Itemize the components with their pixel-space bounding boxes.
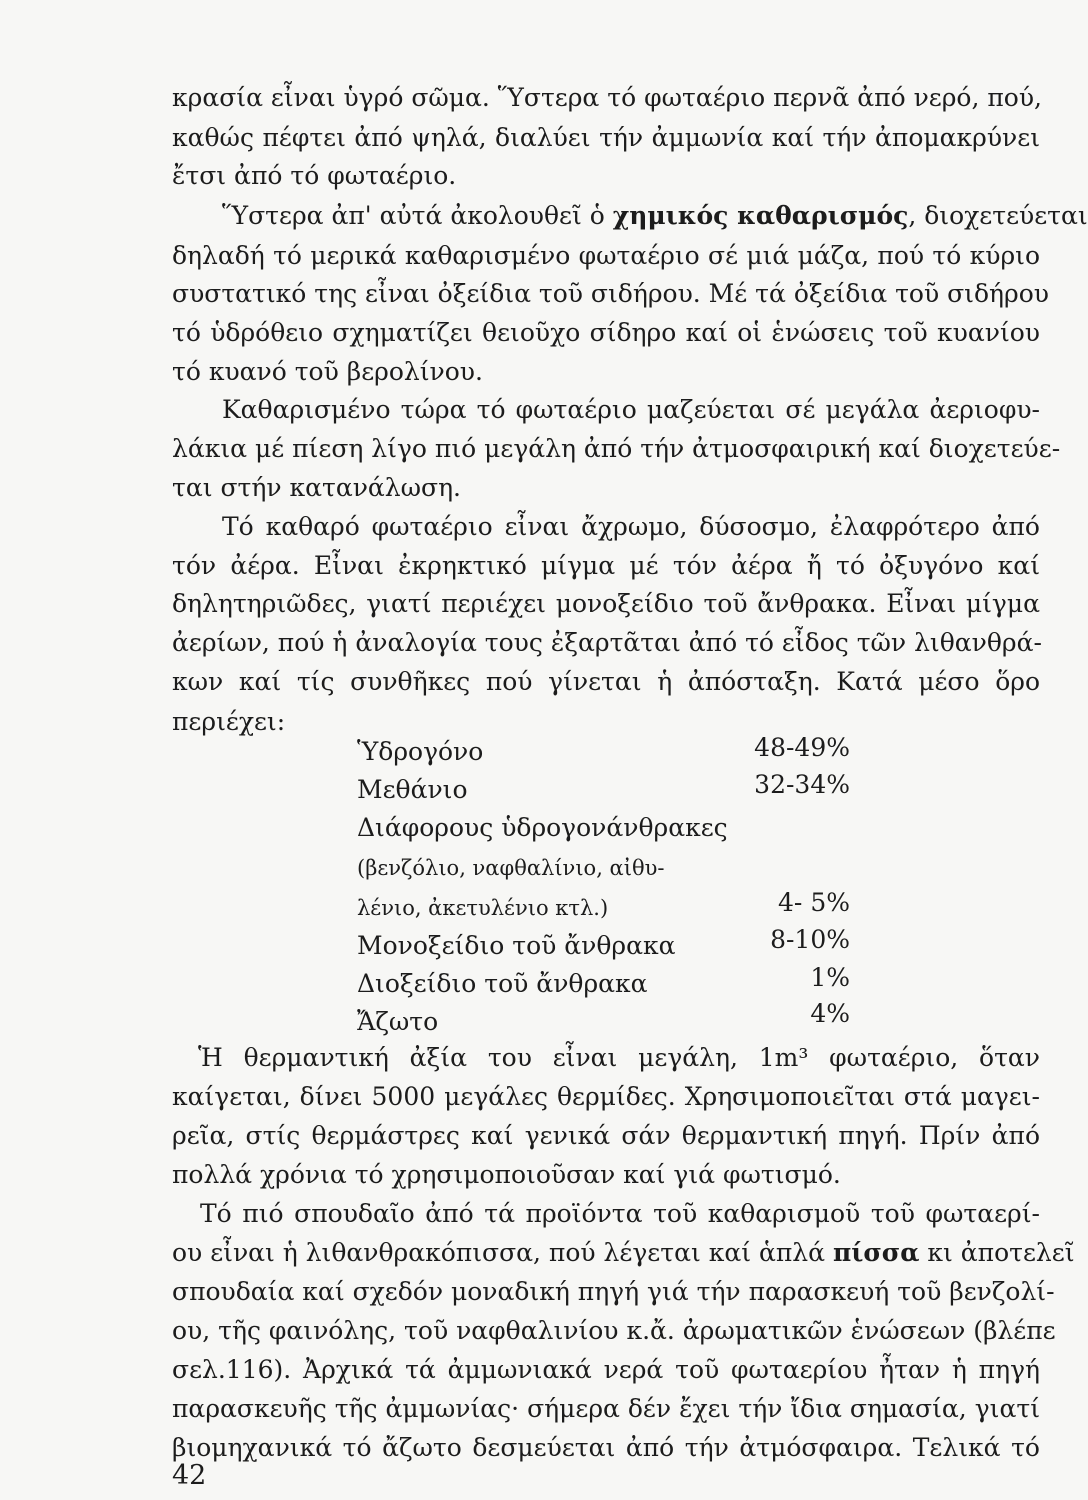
text-line: λάκια μέ πίεση λίγο πιό μεγάλη ἀπό τήν ἀτμοσφαιρική καί διοχετεύε-: [172, 434, 1061, 463]
text-line: δηλητηριῶδες, γιατί περιέχει μονοξείδιο τοῦ ἄνθρακα. Εἶναι μίγμα: [172, 589, 1040, 618]
component-value: 4- 5%: [778, 888, 850, 917]
text-line: ου, τῆς φαινόλης, τοῦ ναφθαλινίου κ.ἄ. ἀρωματικῶν ἑνώσεων (βλέπε: [172, 1316, 1056, 1345]
text-line: ἔτσι ἀπό τό φωταέριο.: [172, 161, 457, 190]
text-line: Καθαρισμένο τώρα τό φωταέριο μαζεύεται σέ μεγάλα ἀεριοφυ-: [222, 395, 1040, 424]
component-value: 8-10%: [770, 925, 850, 954]
text-line: δηλαδή τό μερικά καθαρισμένο φωταέριο σέ μιά μάζα, πού τό κύριο: [172, 241, 1040, 270]
text-line: παρασκευῆς τῆς ἀμμωνίας· σήμερα δέν ἔχει τήν ἴδια σημασία, γιατί: [172, 1394, 1040, 1423]
text-line: βιομηχανικά τό ἄζωτο δεσμεύεται ἀπό τήν ἀτμόσφαιρα. Τελικά τό: [172, 1433, 1040, 1462]
text-line: Τό καθαρό φωταέριο εἶναι ἄχρωμο, δύσοσμο, ἐλαφρότερο ἀπό: [222, 512, 1040, 541]
component-value: 1%: [810, 963, 850, 992]
text-line: ται στήν κατανάλωση.: [172, 473, 462, 502]
component-name: Μονοξείδιο τοῦ ἄνθρακα: [357, 931, 676, 960]
component-name: Μεθάνιο: [357, 775, 468, 804]
component-value: 4%: [810, 999, 850, 1028]
text-line: ρεῖα, στίς θερμάστρες καί γενικά σάν θερμαντική πηγή. Πρίν ἀπό: [172, 1121, 1040, 1150]
text-line: Ἡ θερμαντική ἀξία του εἶναι μεγάλη, 1m³ φωταέριο, ὅταν: [198, 1043, 1040, 1072]
text-line: συστατικό της εἶναι ὀξείδια τοῦ σιδήρου. Μέ τά ὀξείδια τοῦ σιδήρου: [172, 279, 1049, 308]
component-name: Διοξείδιο τοῦ ἄνθρακα: [357, 969, 648, 998]
text-line: περιέχει:: [172, 707, 286, 736]
text-line: σπουδαία καί σχεδόν μοναδική πηγή γιά τήν παρασκευή τοῦ βενζολί-: [172, 1277, 1055, 1306]
text-line-with-bold-term: [222, 196, 1088, 236]
text-run: , διοχετεύεται: [908, 201, 1088, 230]
component-value: 32-34%: [754, 770, 850, 799]
text-line: πολλά χρόνια τό χρησιμοποιοῦσαν καί γιά φωτισμό.: [172, 1160, 841, 1189]
component-name: (βενζόλιο, ναφθαλίνιο, αἰθυ-: [357, 856, 665, 880]
text-run: Ὕστερα ἀπ' αὐτά ἀκολουθεῖ ὁ: [222, 201, 613, 230]
text-line: καίγεται, δίνει 5000 μεγάλες θερμίδες. Χρησιμοποιεῖται στά μαγει-: [172, 1082, 1040, 1111]
component-name: Ὑδρογόνο: [357, 737, 484, 766]
text-line-with-bold-term: [172, 1233, 1075, 1273]
bold-term-pitch: πίσσα: [832, 1238, 920, 1267]
bold-term-chemical-purification: χημικός καθαρισμός: [612, 201, 909, 230]
text-line: καθώς πέφτει ἀπό ψηλά, διαλύει τήν ἀμμωνία καί τήν ἀπομακρύνει: [172, 123, 1040, 152]
page-number: 42: [172, 1460, 207, 1491]
text-line: Τό πιό σπουδαῖο ἀπό τά προϊόντα τοῦ καθαρισμοῦ τοῦ φωταερί-: [200, 1199, 1040, 1228]
text-line: κρασία εἶναι ὑγρό σῶμα. Ὕστερα τό φωταέριο περνᾶ ἀπό νερό, πού,: [172, 83, 1042, 112]
text-run: ου εἶναι ἡ λιθανθρακόπισσα, πού λέγεται καί ἁπλά: [172, 1238, 833, 1267]
text-run: κι ἀποτελεῖ: [919, 1238, 1075, 1267]
component-name: Ἄζωτο: [357, 1007, 439, 1036]
text-line: ἀερίων, πού ἡ ἀναλογία τους ἐξαρτᾶται ἀπό τό εἶδος τῶν λιθανθρά-: [172, 628, 1042, 657]
text-line: σελ.116). Ἀρχικά τά ἀμμωνιακά νερά τοῦ φωταερίου ἦταν ἡ πηγή: [172, 1355, 1040, 1384]
text-line: τό ὑδρόθειο σχηματίζει θειοῦχο σίδηρο καί οἱ ἑνώσεις τοῦ κυανίου: [172, 318, 1040, 347]
text-line: κων καί τίς συνθῆκες πού γίνεται ἡ ἀπόσταξη. Κατά μέσο ὅρο: [172, 667, 1040, 696]
text-line: τόν ἀέρα. Εἶναι ἐκρηκτικό μίγμα μέ τόν ἀέρα ἤ τό ὀξυγόνο καί: [172, 551, 1040, 580]
component-value: 48-49%: [754, 733, 850, 762]
text-line: τό κυανό τοῦ βερολίνου.: [172, 357, 483, 386]
component-name: λένιο, ἀκετυλένιο κτλ.): [357, 896, 609, 920]
component-name: Διάφορους ὑδρογονάνθρακες: [357, 813, 728, 842]
